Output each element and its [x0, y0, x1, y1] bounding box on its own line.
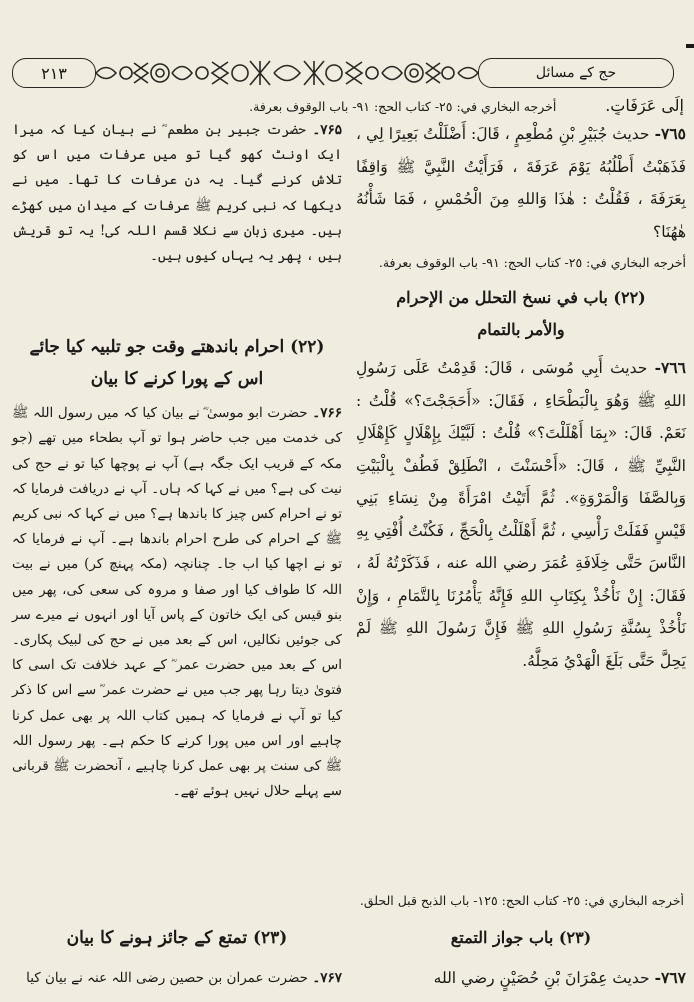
hadith-766-arabic	[356, 352, 686, 677]
hadith-767-text: حديث عِمْرَانَ بْنِ حُصَيْنٍ رضي الله	[433, 969, 650, 987]
hadith-765-arabic	[356, 118, 686, 248]
hadith-766-urdu	[12, 401, 342, 804]
hadith-766-source: أخرجه البخاري في: ٢٥- كتاب الحج: ١٢٥- باب الذبح قبل الحلق.	[359, 893, 684, 908]
section-23-arabic-heading: (٢٣) باب جواز التمتع	[450, 928, 592, 947]
hadith-766-number: ٧٦٦-	[654, 358, 686, 377]
hadith-765-urdu	[12, 118, 342, 269]
page-number: ۲۱۳	[41, 63, 67, 83]
header-ornament	[96, 56, 478, 90]
hadith-765-text: حديث جُبَيْرِ بْنِ مُطْعِمٍ ، قَالَ: أَضْلَلْتُ بَعِيرًا لِي ، فَذَهَبْتُ أَطْلُبُهُ يَوْمَ عَرَفَةَ ، فَرَأَيْتُ النَّبِيَّ ﷺ وَاقِفًا بِعَرَفَةَ ، فَقُلْتُ : هٰذَا وَاللهِ مِنَ الْحُمْسِ ، فَمَا شَأْنُهُ هٰهُنَا؟	[356, 125, 686, 241]
hadith-765-number: ٧٦٥-	[654, 124, 686, 143]
hadith-765-urdu-number: ۷۶۵۔	[312, 122, 342, 138]
urdu-column	[12, 118, 342, 804]
section-23-urdu-heading: (۲۳) تمتع کے جائز ہونے کا بیان	[66, 928, 288, 948]
hadith-767-urdu-number: ۷۶۷۔	[312, 970, 342, 986]
hadith-767-urdu	[12, 962, 342, 994]
hadith-767-urdu-text: حضرت عمران بن حصین رضی اللہ عنہ نے بیان کیا	[26, 970, 309, 986]
hadith-766-text: حديث أَبِي مُوسَى ، قَالَ: قَدِمْتُ عَلَى رَسُولِ اللهِ ﷺ وَهُوَ بِالْبَطْحَاءِ ، فَقَالَ: «أَحَجَجْتَ؟» قُلْتُ : نَعَمْ. قَالَ: «بِمَا أَهْلَلْتَ؟» قُلْتُ : لَبَّيْكَ بِإِهْلَالٍ كَإِهْلَالِ النَّبِيِّ ﷺ ، قَالَ: «أَحْسَنْتَ ، انْطَلِقْ فَطُفْ بِالْبَيْتِ وَبِالصَّفَا وَالْمَرْوَةِ». ثُمَّ أَتَيْتُ امْرَأَةً مِنْ نِسَاءِ بَنِي قَيْسٍ فَفَلَتْ رَأْسِي ، ثُمَّ أَهْلَلْتُ بِالْحَجِّ ، فَكُنْتُ أُفْتِي بِهِ النَّاسَ حَتَّى خِلَافَةِ عُمَرَ رضي الله عنه ، فَذَكَرْتُهُ لَهُ ، فَقَالَ: إِنْ نَأْخُذْ بِكِتَابِ اللهِ فَإِنَّهُ يَأْمُرُنَا بِالتَّمَامِ ، وَإِنْ نَأْخُذْ بِسُنَّةِ رَسُولِ اللهِ ﷺ فَإِنَّ رَسُولَ اللهِ ﷺ لَمْ يَحِلَّ حَتَّى بَلَغَ الْهَدْيُ مَحِلَّهُ.	[356, 359, 686, 670]
arabic-column	[356, 118, 686, 677]
section-22-arabic-heading-2: والأمر بالتمام	[477, 320, 565, 339]
previous-hadith-end: إِلَى عَرَفَاتٍ.	[605, 96, 684, 115]
section-22-arabic-heading-1: (٢٢) باب في نسخ التحلل من الإحرام	[396, 288, 646, 307]
section-22-urdu-heading-2: اس کے پورا کرنے کا بیان	[90, 369, 264, 390]
section-22-urdu-heading-1: (۲۲) احرام باندھتے وقت جو تلبیہ کیا جائے	[29, 337, 325, 358]
hadith-766-urdu-text: حضرت ابو موسیٰ ؓ نے بیان کیا کہ میں رسول اللہ ﷺ کی خدمت میں جب حاضر ہوا تو آپ بطحاء میں تھے (جو مکہ کے قریب ایک جگہ ہے) آپ نے پوچھا کیا تو نے حج کی نیت کی ہے؟ میں نے کہا کہ ہاں۔ آپ نے دریافت فرمایا کہ تو نے احرام کس چیز کا باندھا ہے؟ میں نے کہا کہ نبی کریم ﷺ کے احرام کی طرح احرام باندھا ہے۔ آپ نے فرمایا کہ تو نے اچھا کیا اب جا۔ چنانچہ (مکہ پہنچ کر) میں نے بیت اللہ کا طواف کیا اور صفا و مروہ کی سعی کی، پھر میں بنو قیس کی ایک خاتون کے پاس آیا اور انہوں نے میرے سر کی جوئیں نکالیں، اس کے بعد میں نے حج کی لبیک پکاری۔ اس کے بعد میں حضرت عمر ؓ کے عہد خلافت تک اسی کا فتویٰ دیتا رہا پھر جب میں نے حضرت عمر ؓ سے اس کا ذکر کیا تو آپ نے فرمایا کہ ہمیں کتاب اللہ پر بھی عمل کرنا چاہیے اور اس میں پورا کرنے کا حکم ہے۔ پھر رسول اللہ ﷺ کی سنت پر بھی عمل کرنا چاہیے ، آنحضرت ﷺ قربانی سے پہلے حلال نہیں ہوئے تھے۔	[12, 405, 342, 800]
chapter-title: حج کے مسائل	[535, 65, 617, 81]
hadith-765-urdu-text: حضرت جبیر بن مطعم ؓ نے بیان کیا کہ میرا ایک اونٹ کھو گیا تو میں عرفات میں اس کو تلاش کرنے گیا۔ یہ دن عرفات کا تھا۔ میں نے دیکھا کہ نبی کریم ﷺ عرفات کے میدان میں کھڑے ہیں۔ میری زبان سے نکلا قسم اللہ کی! یہ تو قریش ہیں ، پھر یہ یہاں کیوں ہیں۔	[12, 122, 342, 265]
hadith-766-urdu-number: ۷۶۶۔	[312, 405, 342, 422]
hadith-767-arabic	[356, 962, 686, 994]
hadith-767-number: ٧٦٧-	[654, 968, 686, 987]
hadith-765-source: أخرجه البخاري في: ٢٥- كتاب الحج: ٩١- باب الوقوف بعرفة.	[378, 255, 686, 270]
previous-hadith-continuation	[10, 96, 684, 115]
page-number-frame	[12, 58, 96, 88]
edge-mark	[686, 44, 694, 48]
previous-hadith-source: أخرجه البخاري في: ٢٥- كتاب الحج: ٩١- باب الوقوف بعرفة.	[249, 99, 557, 114]
chapter-title-frame	[478, 58, 674, 88]
